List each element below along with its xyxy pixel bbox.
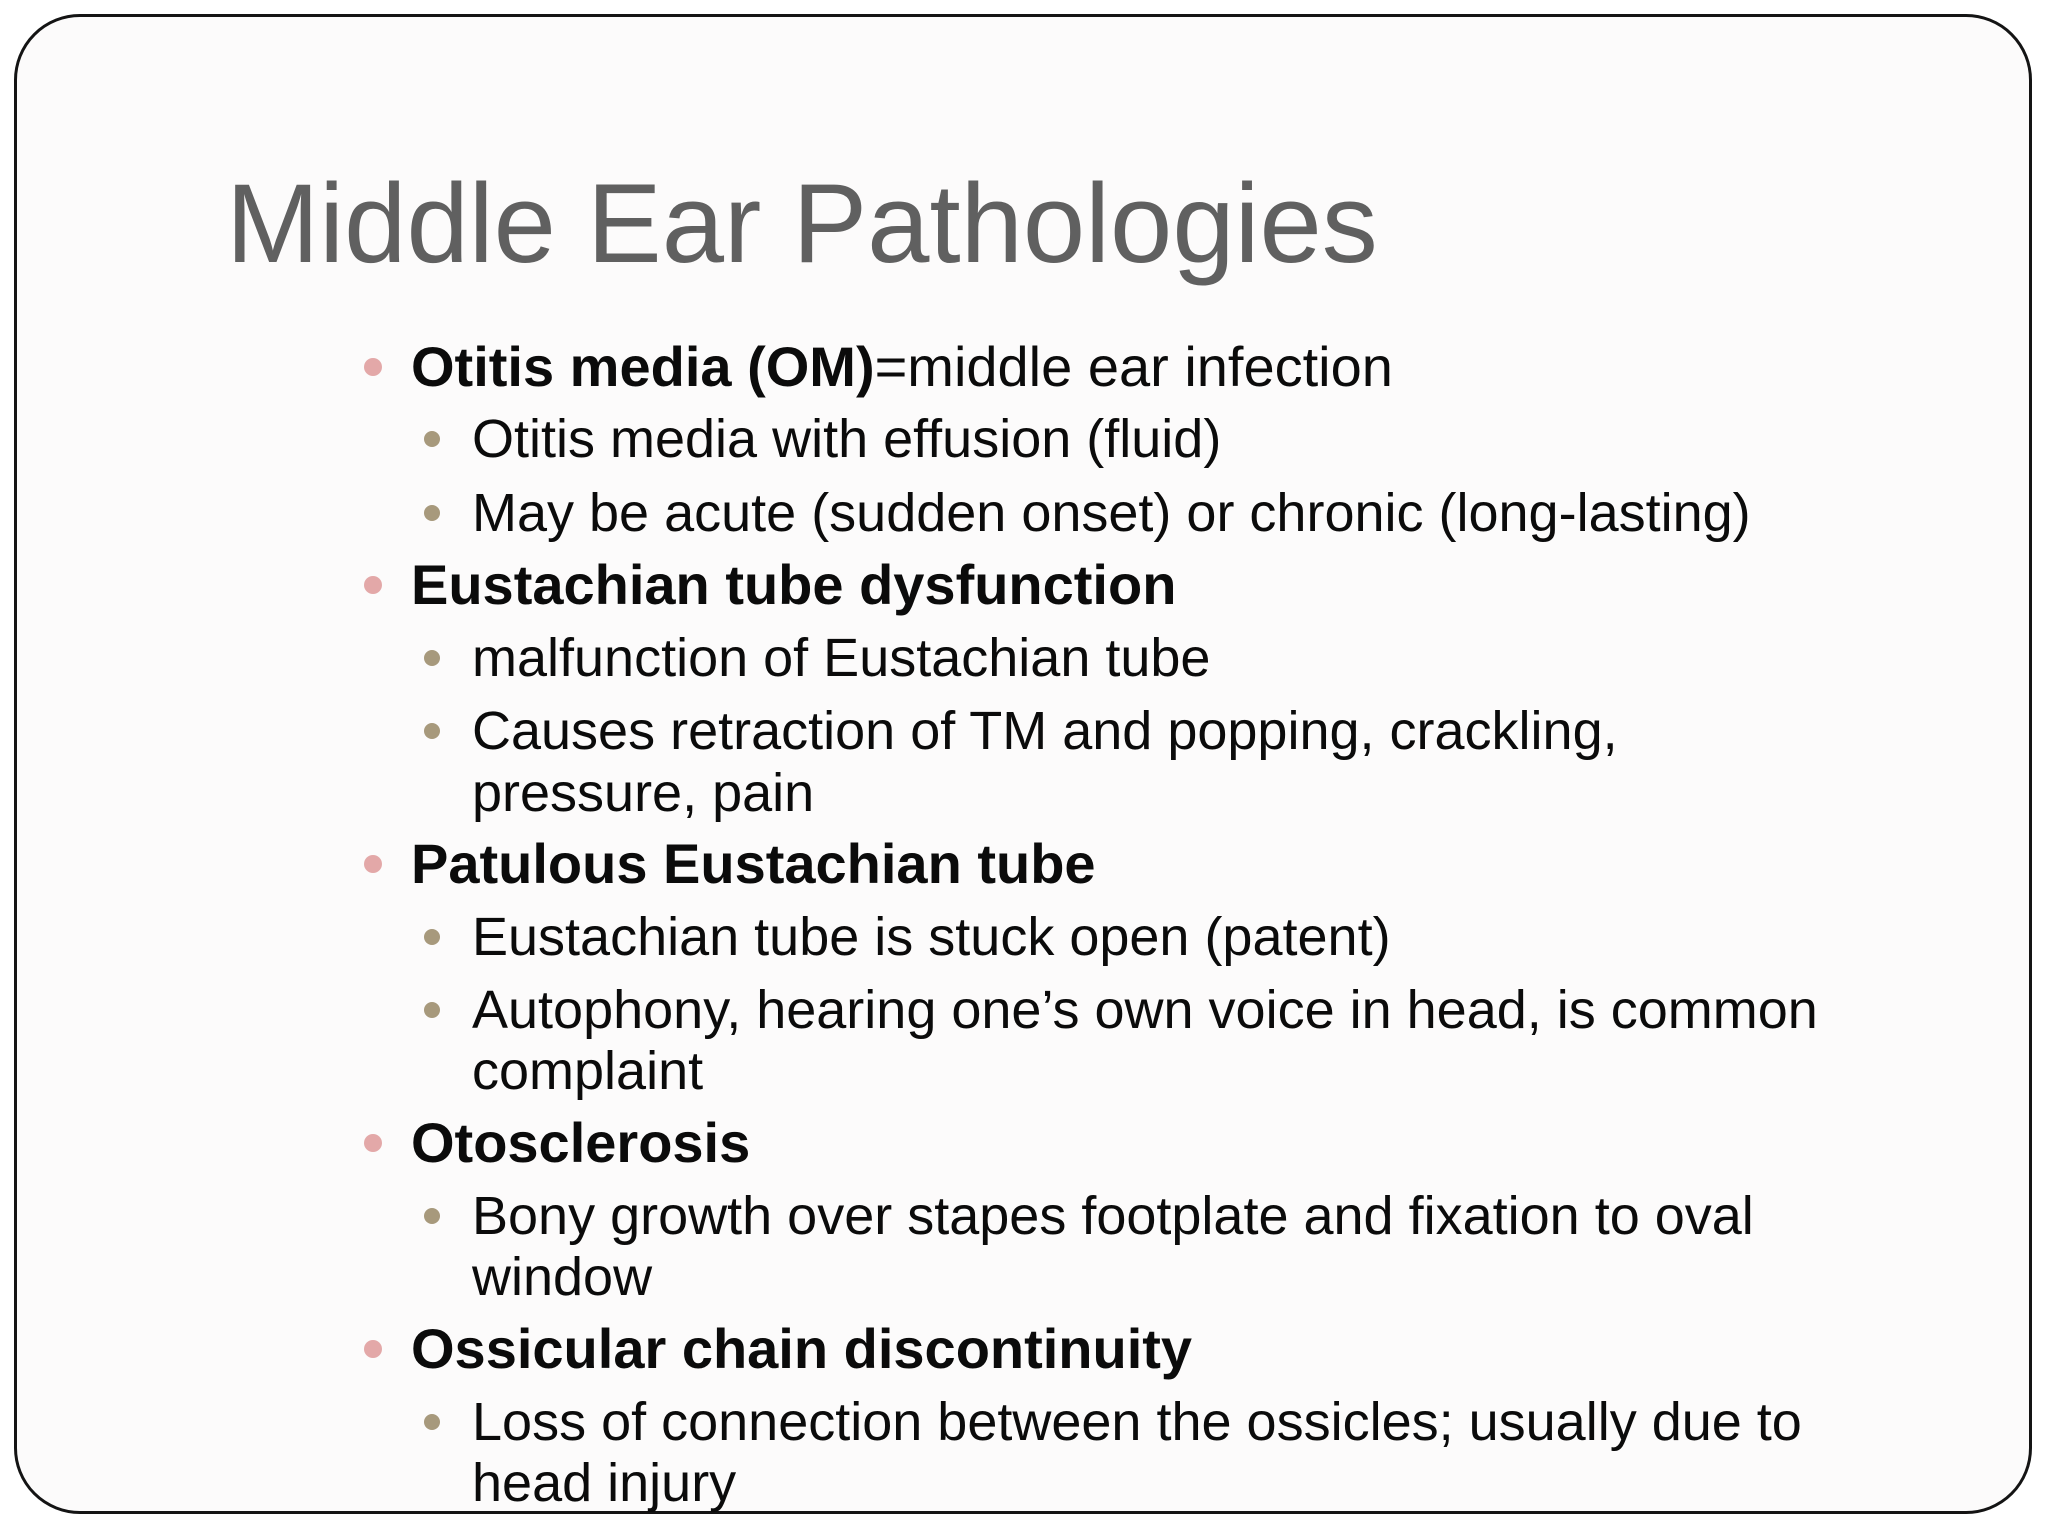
bullet-heading: Otosclerosis — [411, 1111, 751, 1174]
sub-bullet-text: malfunction of Eustachian tube — [472, 628, 1211, 688]
sub-bullet-text: Otitis media with effusion (fluid) — [472, 409, 1222, 469]
sub-bullet-text: Bony growth over stapes footplate and fixation to oval — [472, 1186, 1754, 1246]
sub-bullet-text: Causes retraction of TM and popping, crackling, — [472, 701, 1618, 761]
sub-bullet-text: May be acute (sudden onset) or chronic (long-lasting) — [472, 483, 1751, 543]
bullet-heading: Eustachian tube dysfunction — [411, 553, 1177, 616]
bullet-dot-icon — [364, 1134, 382, 1152]
bullet-dot-icon — [364, 855, 382, 873]
sub-bullet-dot-icon — [424, 929, 440, 945]
sub-bullet-text: Eustachian tube is stuck open (patent) — [472, 907, 1391, 967]
sub-bullet-dot-icon — [424, 650, 440, 666]
sub-bullet-text-cont: complaint — [472, 1041, 704, 1101]
sub-bullet-dot-icon — [424, 1002, 440, 1018]
sub-bullet-dot-icon — [424, 505, 440, 521]
sub-bullet-text: Autophony, hearing one’s own voice in head, is common — [472, 980, 1818, 1040]
bullet-dot-icon — [364, 576, 382, 594]
bullet-dot-icon — [364, 1340, 382, 1358]
bullet-dot-icon — [364, 358, 382, 376]
bullet-heading: Patulous Eustachian tube — [411, 832, 1096, 895]
sub-bullet-text-cont: pressure, pain — [472, 763, 815, 823]
sub-bullet-text: Loss of connection between the ossicles; usually due to — [472, 1392, 1802, 1452]
sub-bullet-text-cont: head injury — [472, 1453, 737, 1513]
bullet-suffix: =middle ear infection — [874, 335, 1393, 398]
sub-bullet-dot-icon — [424, 1208, 440, 1224]
sub-bullet-text-cont: window — [472, 1247, 653, 1307]
bullet-heading: Ossicular chain discontinuity — [411, 1317, 1193, 1380]
bullet-heading: Otitis media (OM) — [411, 335, 875, 398]
sub-bullet-dot-icon — [424, 723, 440, 739]
bullet-text — [411, 336, 1393, 398]
slide-title: Middle Ear Pathologies — [226, 161, 1378, 286]
sub-bullet-dot-icon — [424, 1414, 440, 1430]
sub-bullet-dot-icon — [424, 431, 440, 447]
